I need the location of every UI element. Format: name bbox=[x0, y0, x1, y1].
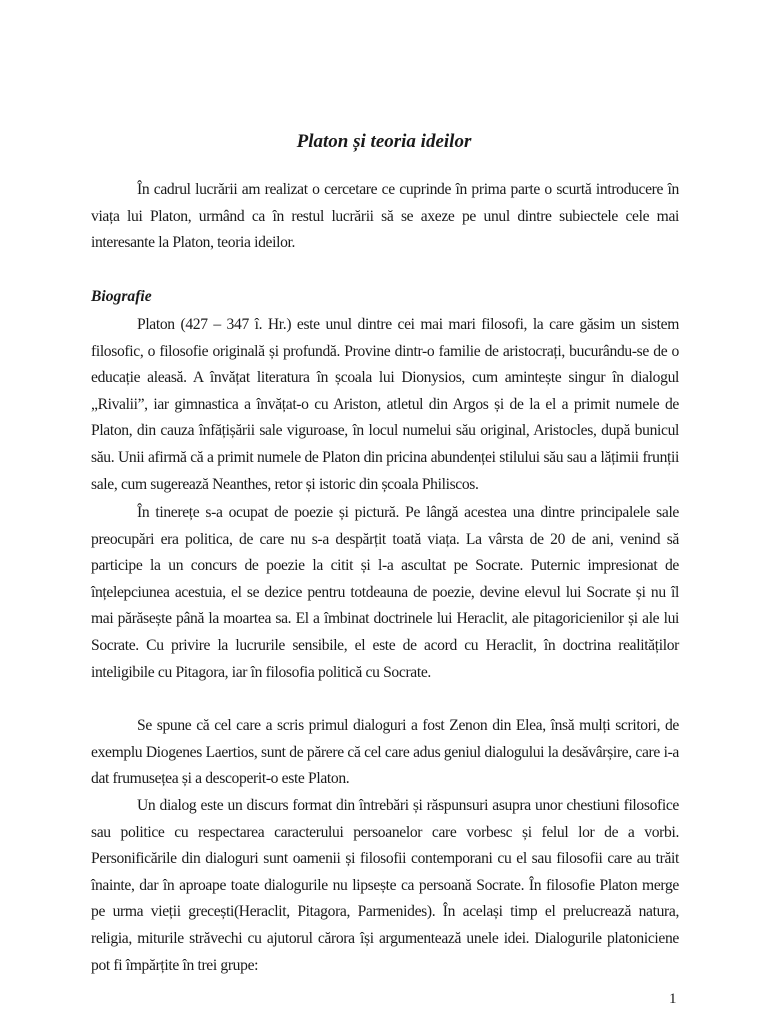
section-heading-biografie: Biografie bbox=[91, 288, 152, 305]
paragraph-dialogue-definition: Un dialog este un discurs format din întrebări și răspunsuri asupra unor chestiuni filosofice sau politice cu respectarea caracterului persoanelor care vorbesc și felul lor de a vorbi. Personificările din dialoguri sunt oamenii și filosofii contemporani cu el sau filosofii care au trăit înainte, dar în aproape toate dialogurile nu lipsește ca persoană Socrate. În filosofie Platon merge pe urma vieții grecești(Heraclit, Pitagora, Parmenides). În același timp el prelucrează natura, religia, miturile străvechi cu ajutorul cărora își argumentează unele idei. Dialogurile platoniciene pot fi împărțite în trei grupe: bbox=[91, 797, 679, 974]
paragraph-youth: În tinerețe s-a ocupat de poezie și pictură. Pe lângă acestea una dintre principalele sale preocupări era politica, de care nu s-a despărțit toată viața. La vârsta de 20 de ani, venind să participe la un concurs de poezie la citit și l-a ascultat pe Socrate. Puternic impresionat de înțelepciunea acestuia, el se dezice pentru totdeauna de poezie, devine elevul lui Socrate și nu îl mai părăsește până la moartea sa. El a îmbinat doctrinele lui Heraclit, ale pitagoricienilor și ale lui Socrate. Cu privire la lucrurile sensibile, el este de acord cu Heraclit, în doctrina realităților inteligibile cu Pitagora, iar în filosofia politică cu Socrate. bbox=[91, 504, 679, 681]
page-number: 1 bbox=[669, 991, 677, 1007]
paragraph-dialogue-origin: Se spune că cel care a scris primul dialoguri a fost Zenon din Elea, însă mulți scritori, de exemplu Diogenes Laertios, sunt de părere că cel care adus geniul dialogului la desăvârșire, care i-a dat frumusețea și a descoperit-o este Platon. bbox=[91, 717, 679, 788]
page-title: Platon și teoria ideilor bbox=[296, 130, 472, 152]
intro-paragraph: În cadrul lucrării am realizat o cercetare ce cuprinde în prima parte o scurtă introducere în viața lui Platon, urmând ca în restul lucrării să se axeze pe unul dintre subiectele cele mai interesante la Platon, teoria ideilor. bbox=[91, 181, 679, 252]
paragraph-biography: Platon (427 – 347 î. Hr.) este unul dintre cei mai mari filosofi, la care găsim un sistem filosofic, o filosofie originală și profundă. Provine dintr-o familie de aristocrați, bucurându-se de o educație aleasă. A învățat literatura în școala lui Dionysios, cum amintește singur în dialogul „Rivalii”, iar gimnastica a învățat-o cu Ariston, atletul din Argos și de la el a primit numele de Platon, din cauza înfățișării sale viguroase, în locul numelui său original, Aristocles, după bunicul său. Unii afirmă că a primit numele de Platon din pricina abundenței stilului său sau a lățimii frunții sale, cum sugerează Neanthes, retor și istoric din școala Philiscos. bbox=[91, 316, 679, 493]
